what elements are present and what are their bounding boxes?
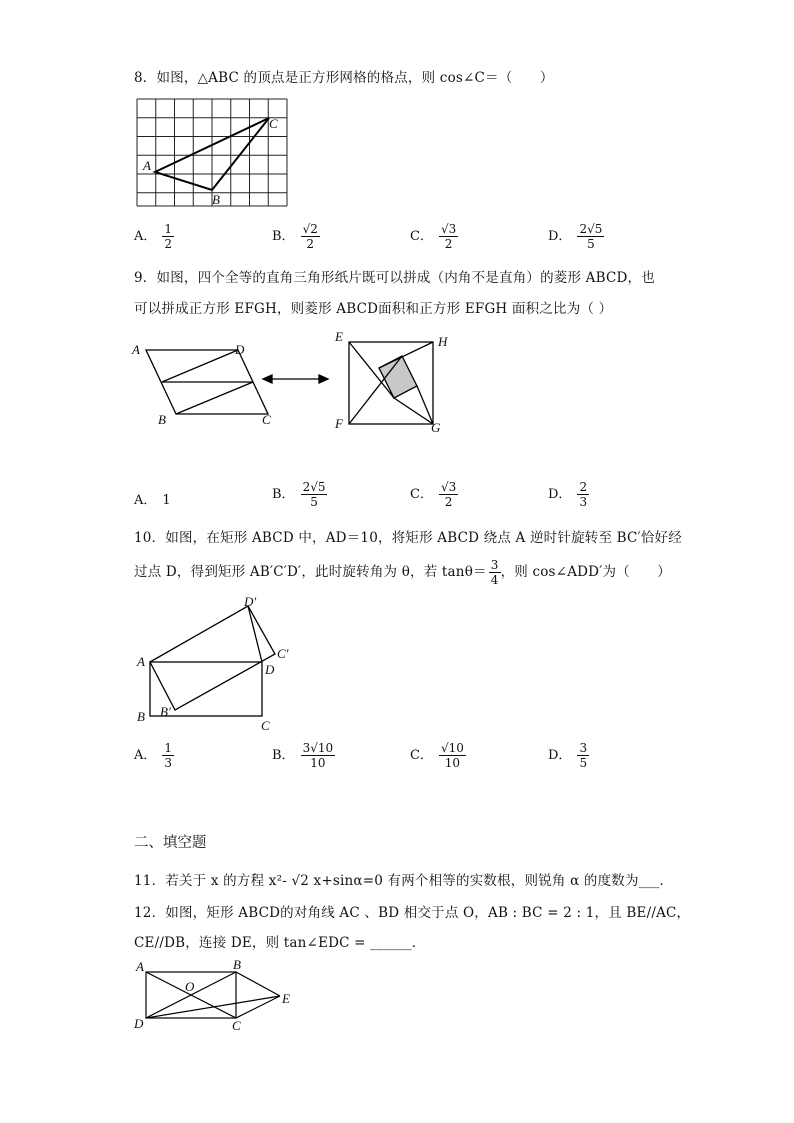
option-value: 1 — [162, 493, 171, 508]
option-denominator: 2 — [306, 237, 315, 251]
option-denominator: 2 — [444, 237, 453, 251]
option-numerator: √3 — [440, 480, 457, 494]
q12-label-e: E — [282, 991, 290, 1006]
option-denominator: 3 — [579, 495, 588, 509]
q11-text: 11．若关于 x 的方程 x²- √2 x+sinα=0 有两个相等的实数根，则锐角 α 的度数为___． — [134, 873, 674, 889]
option-letter: C． — [410, 229, 433, 244]
option-numerator: 1 — [164, 741, 173, 755]
q9-label-h: H — [438, 334, 448, 349]
option-numerator: 3 — [579, 741, 588, 755]
q12-lines — [146, 972, 280, 1018]
q10-label-c: C — [261, 718, 270, 733]
option-denominator: 2 — [164, 237, 173, 251]
q10-tan-numerator: 3 — [490, 558, 499, 572]
q9-figure — [128, 328, 458, 436]
q9-square — [349, 342, 433, 424]
q10-label-a: A — [137, 654, 145, 669]
q8-text: 8．如图，△ABC 的顶点是正方形网格的格点，则 cos∠C＝（ ） — [134, 70, 554, 86]
option-numerator: 2 — [579, 480, 588, 494]
q10-option-d[interactable] — [548, 741, 589, 770]
option-denominator: 10 — [310, 756, 326, 770]
q10-rectangles — [150, 606, 275, 716]
q12-label-c: C — [232, 1018, 241, 1033]
q12-text-line2: CE//DB，连接 DE，则 tan∠EDC = ______． — [134, 935, 426, 951]
q10-text-line2 — [134, 558, 671, 587]
option-denominator: 5 — [579, 756, 588, 770]
option-letter: C． — [410, 748, 433, 763]
q8-option-d[interactable] — [548, 222, 604, 251]
q9-option-d[interactable] — [548, 480, 589, 509]
q8-option-c[interactable] — [410, 222, 458, 251]
q8-label-c: C — [269, 116, 278, 131]
q10-label-d: D — [265, 662, 275, 677]
option-numerator: 2√5 — [302, 480, 326, 494]
option-numerator: √10 — [440, 741, 464, 755]
q10-label-bp: B′ — [160, 704, 171, 719]
option-letter: B． — [272, 229, 295, 244]
q10-text-line1: 10．如图，在矩形 ABCD 中，AD＝10，将矩形 ABCD 绕点 A 逆时针旋转至 BC′恰好经 — [134, 530, 682, 546]
q12-label-o: O — [185, 979, 195, 994]
q9-label-d: D — [235, 342, 245, 357]
q12-figure — [130, 956, 300, 1036]
q10-figure — [130, 592, 305, 737]
q12-label-b: B — [233, 957, 241, 972]
q9-label-g: G — [431, 420, 441, 435]
q8-grid-figure — [136, 98, 294, 212]
q9-text-line1: 9．如图，四个全等的直角三角形纸片既可以拼成（内角不是直角）的菱形 ABCD，也 — [134, 270, 655, 286]
q8-label-b: B — [212, 192, 220, 207]
q9-label-b: B — [158, 412, 166, 427]
option-numerator: 3√10 — [302, 741, 334, 755]
q9-text-line2: 可以拼成正方形 EFGH，则菱形 ABCD面积和正方形 EFGH 面积之比为（ ） — [134, 301, 613, 317]
q8-label-a: A — [143, 158, 151, 173]
q10-tan-denominator: 4 — [490, 573, 499, 587]
option-letter: D． — [548, 748, 572, 763]
option-numerator: √2 — [302, 222, 318, 236]
q8-option-a[interactable] — [134, 222, 174, 251]
option-letter: A． — [134, 229, 157, 244]
q8-option-b[interactable] — [272, 222, 320, 251]
q10-text-line2-post: ，则 cos∠ADD′为（ ） — [500, 564, 671, 580]
q9-option-b[interactable] — [272, 480, 327, 509]
section-heading: 二、填空题 — [134, 835, 207, 851]
option-letter: B． — [272, 748, 295, 763]
option-numerator: 1 — [164, 222, 173, 236]
q12-label-a: A — [136, 959, 144, 974]
option-denominator: 5 — [587, 237, 595, 251]
q9-option-c[interactable] — [410, 480, 458, 509]
option-letter: A． — [134, 748, 157, 763]
q10-option-c[interactable] — [410, 741, 466, 770]
q9-rhombus — [146, 350, 268, 414]
option-denominator: 3 — [164, 756, 173, 770]
option-denominator: 10 — [444, 756, 461, 770]
q10-label-dp: D′ — [244, 594, 257, 609]
q9-option-a[interactable] — [134, 489, 171, 508]
option-letter: D． — [548, 487, 572, 502]
q10-label-cp: C′ — [277, 646, 289, 661]
option-letter: D． — [548, 229, 572, 244]
option-numerator: √3 — [440, 222, 457, 236]
q10-option-b[interactable] — [272, 741, 335, 770]
q9-label-f: F — [335, 416, 343, 431]
q9-label-c: C — [262, 412, 271, 427]
option-letter: C． — [410, 487, 433, 502]
q9-label-a: A — [132, 342, 140, 357]
q12-label-d: D — [134, 1016, 144, 1031]
q10-option-a[interactable] — [134, 741, 174, 770]
q12-text-line1: 12．如图，矩形 ABCD的对角线 AC 、BD 相交于点 O，AB : BC = 2 : 1，且 BE//AC， — [134, 905, 691, 921]
option-denominator: 5 — [310, 495, 318, 509]
option-numerator: 2√5 — [579, 222, 603, 236]
q10-text-line2-pre: 过点 D，得到矩形 AB′C′D′，此时旋转角为 θ，若 tanθ＝ — [134, 564, 487, 580]
option-denominator: 2 — [444, 495, 453, 509]
option-letter: B． — [272, 487, 295, 502]
q10-label-b: B — [137, 709, 145, 724]
double-arrow-icon — [263, 375, 328, 383]
q9-label-e: E — [335, 329, 343, 344]
option-letter: A． — [134, 493, 157, 508]
